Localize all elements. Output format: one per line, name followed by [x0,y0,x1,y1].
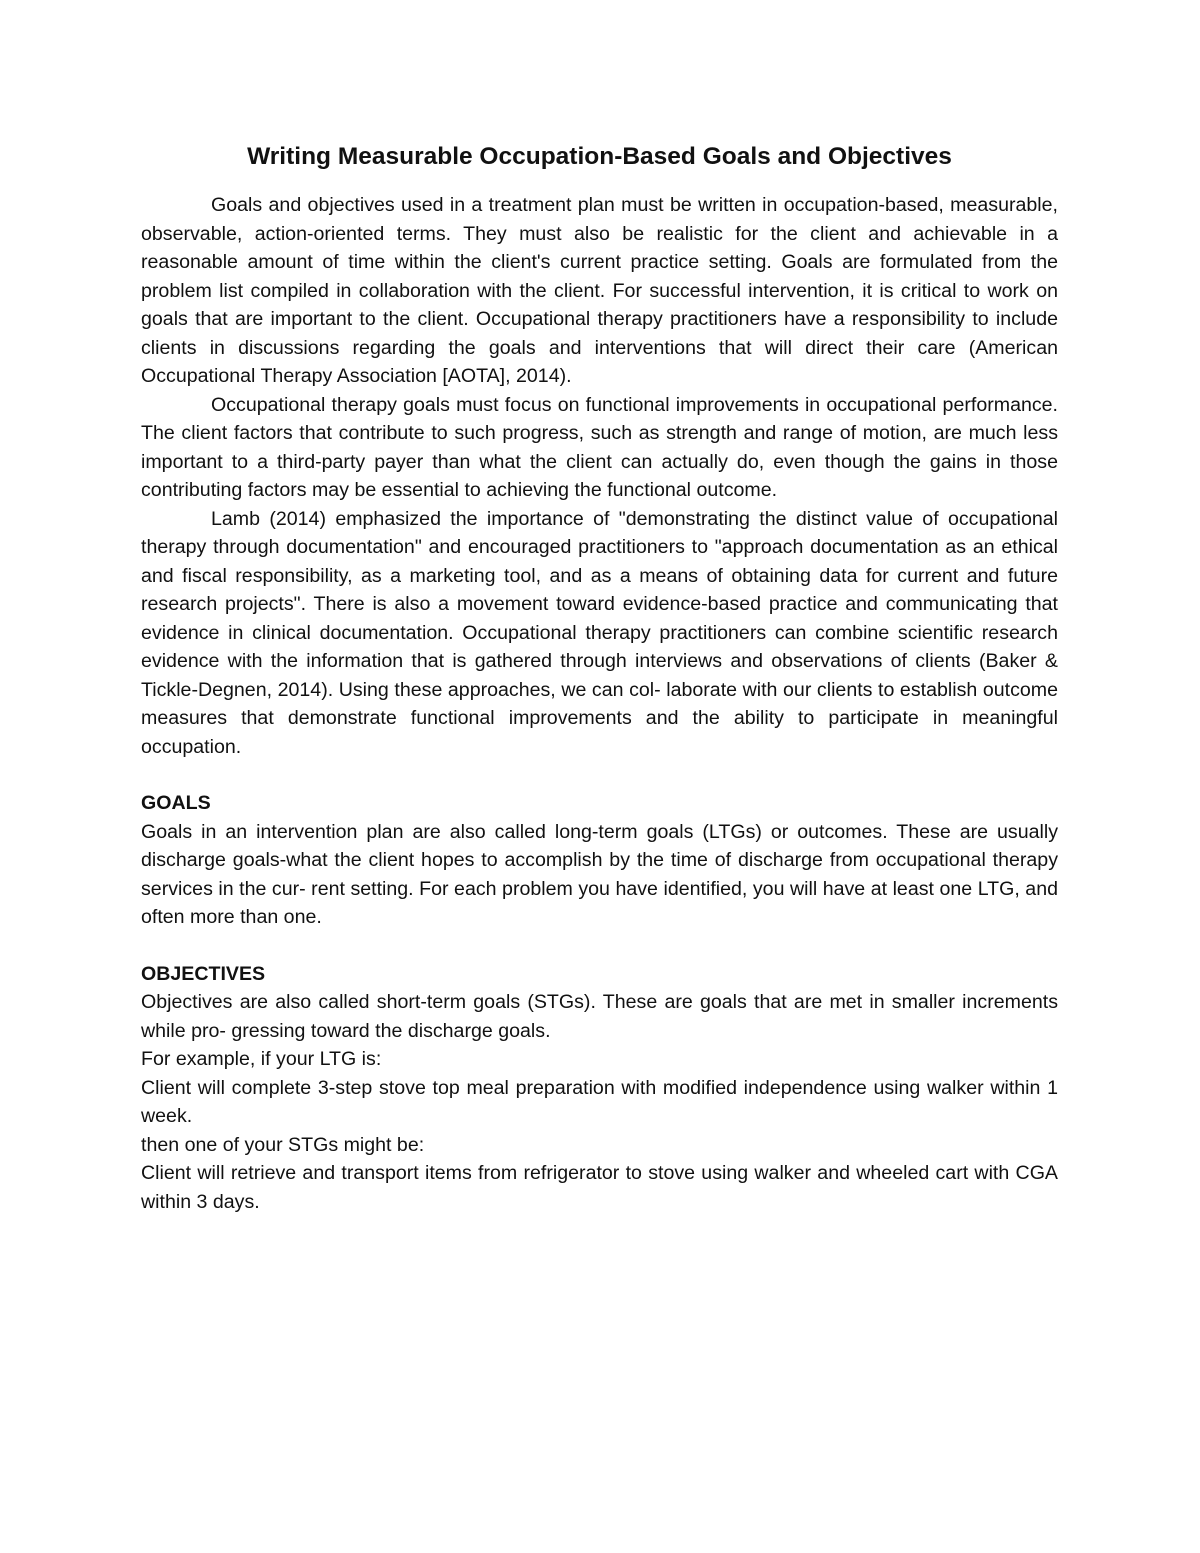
goals-text: Goals in an intervention plan are also called long-term goals (LTGs) or outcomes. These are usually discharge goals-what the client hopes to accomplish by the time of discharge from occupational therapy services in the cur- rent setting. For each problem you have identified, you will have at least one LTG, and often more than one. [141,820,1058,928]
objectives-heading: OBJECTIVES [141,962,266,985]
goals-heading: GOALS [141,792,211,814]
document-title: Writing Measurable Occupation-Based Goals and Objectives [247,143,952,170]
ltg-example-intro: For example, if your LTG is: [141,1048,382,1070]
stg-example-intro: then one of your STGs might be: [141,1133,425,1156]
stg-example: Client will retrieve and transport items from refrigerator to stove using walker and wheeled cart with CGA within 3 days. [141,1162,1058,1213]
intro-paragraph-3: Lamb (2014) emphasized the importance of "demonstrating the distinct value of occupational therapy through documentation" and encouraged practitioners to "approach documentation as an ethical and fiscal responsibility, as a marketing tool, and as a means of obtaining data for current and future research projects". There is also a movement toward evidence-based practice and communicating that evidence in clinical documentation. Occupational therapy practitioners can combine scientific research evidence with the information that is gathered through interviews and observations of clients (Baker & Tickle-Degnen, 2014). Using these approaches, we can col- laborate with our clients to establish outcome measures that demonstrate functional improvements and the ability to participate in meaningful occupation. [141,507,1058,758]
objectives-text: Objectives are also called short-term goals (STGs). These are goals that are met in smaller increments while pro- gressing toward the discharge goals. [141,991,1058,1042]
document-page [141,139,1058,1216]
intro-paragraph-1: Goals and objectives used in a treatment plan must be written in occupation-based, measurable, observable, action-oriented terms. They must also be realistic for the client and achievable in a reasonable amount of time within the client's current practice setting. Goals are formulated from the problem list compiled in collaboration with the client. For successful intervention, it is critical to work on goals that are important to the client. Occupational therapy practitioners have a responsibility to include clients in discussions regarding the goals and interventions that will direct their care (American Occupational Therapy Association [AOTA], 2014). [141,194,1058,387]
ltg-example: Client will complete 3-step stove top meal preparation with modified independence using walker within 1 week. [141,1076,1058,1127]
intro-paragraph-2: Occupational therapy goals must focus on functional improvements in occupational performance. The client factors that contribute to such progress, such as strength and range of motion, are much less important to a third-party payer than what the client can actually do, even though the gains in those contributing factors may be essential to achieving the functional outcome. [141,393,1058,501]
